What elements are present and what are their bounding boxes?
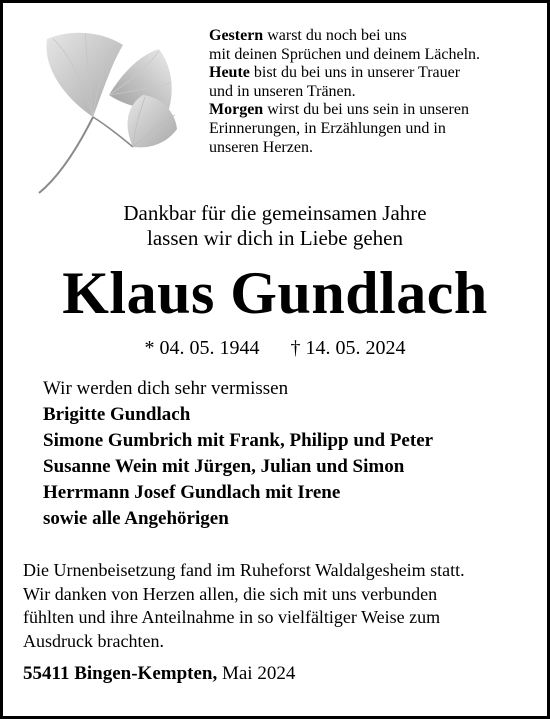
notice-line: Die Urnenbeisetzung fand im Ruheforst Waldalgesheim statt. [23,560,465,580]
family-member: sowie alle Angehörigen [43,508,229,529]
date: Mai 2024 [221,663,296,684]
dedication-line: Dankbar für die gemeinsamen Jahre [123,201,427,225]
family-list [43,376,533,532]
poem-line: wirst du bei uns sein in unseren [267,101,469,119]
life-dates [3,335,547,361]
place-date [23,662,295,686]
poem-line: mit deinen Sprüchen und deinem Lächeln. [209,45,481,63]
notice-line: Wir danken von Herzen allen, die sich mit uns verbunden [23,583,438,604]
family-member: Susanne Wein mit Jürgen, Julian und Simon [43,456,405,477]
poem-line: warst du noch bei uns [267,27,407,44]
notice-line: Ausdruck brachten. [23,630,164,651]
poem-line: bist du bei uns in unserer Trauer [253,64,461,82]
poem-line: und in unseren Tränen. [209,82,356,100]
family-member: Brigitte Gundlach [43,404,191,425]
birth-date: * 04. 05. 1944 [144,337,260,359]
death-date: † 14. 05. 2024 [290,337,406,359]
ginkgo-leaf-icon [31,25,181,200]
family-intro: Wir werden dich sehr vermissen [43,378,289,399]
poem-keyword: Gestern [209,27,264,44]
dedication-line: lassen wir dich in Liebe gehen [147,225,403,250]
poem-line: unseren Herzen. [209,138,313,156]
poem [209,27,539,157]
poem-keyword: Morgen [209,101,264,119]
place: 55411 Bingen-Kempten, [23,663,218,684]
burial-notice [23,559,543,653]
deceased-name: Klaus Gundlach [62,260,488,326]
poem-keyword: Heute [209,64,250,82]
dedication [3,201,547,250]
poem-line: Erinnerungen, in Erzählungen und in [209,119,446,137]
family-member: Simone Gumbrich mit Frank, Philipp und Peter [43,430,434,451]
family-member: Herrmann Josef Gundlach mit Irene [43,482,341,503]
notice-line: fühlten und ihre Anteilnahme in so vielfältiger Weise zum [23,607,441,627]
